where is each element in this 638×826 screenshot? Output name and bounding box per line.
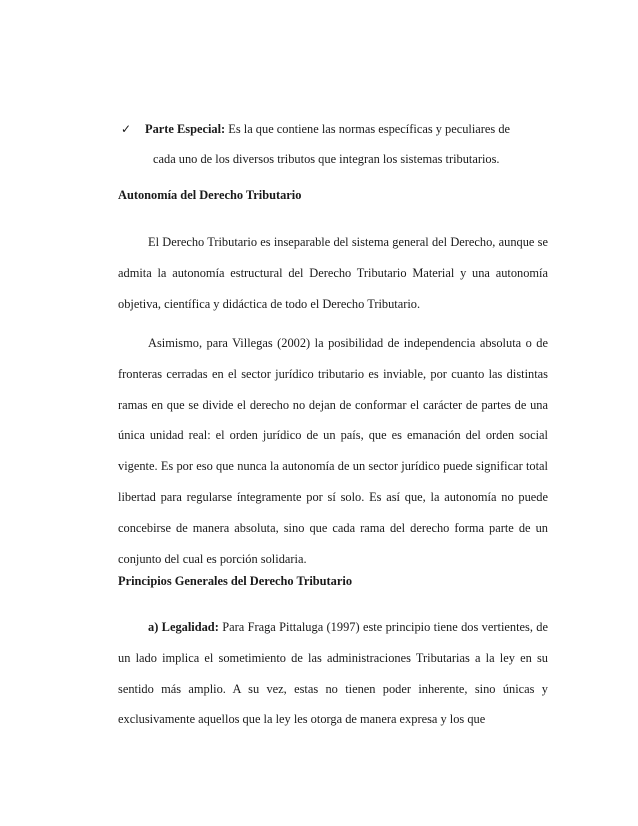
- bullet-item-parte-especial: [121, 114, 548, 174]
- bullet-label: Parte Especial:: [145, 122, 226, 136]
- paragraph-1: [118, 227, 548, 319]
- paragraph-2-text: Asimismo, para Villegas (2002) la posibilidad de independencia absoluta o de fronteras cerradas en el sector jurídico tributario es inviable, por cuanto las distintas ramas en que se divide el derecho no dejan de conformar el carácter de partes de una única unidad real: el orden jurídico de un país, que es emanación del orden social vigente. Es por eso que nunca la autonomía de un sector jurídico puede significar total libertad para regularse íntegramente por sí solo. Es así que, la autonomía no puede concebirse de manera absoluta, sino que cada rama del derecho forma parte de un conjunto del cual es porción solidaria.: [118, 336, 548, 566]
- bullet-text: [145, 114, 548, 144]
- paragraph-2: [118, 328, 548, 574]
- bullet-second-line: cada uno de los diversos tributos que integran los sistemas tributarios.: [153, 152, 500, 166]
- paragraph-3-text: [118, 612, 548, 735]
- bullet-first-line: [121, 114, 548, 144]
- paragraph-3: [118, 612, 548, 735]
- bullet-line1: Es la que contiene las normas específicas y peculiares de: [225, 122, 511, 136]
- legalidad-label: a) Legalidad:: [148, 620, 219, 634]
- checkmark-icon: ✓: [121, 122, 132, 136]
- legalidad-text: Para Fraga Pittaluga (1997) este principio tiene dos vertientes, de un lado implica el sometimiento de las administraciones Tributarias a la ley en su sentido más amplio. A su vez, estas no tienen poder inherente, sino únicas y exclusivamente aquellos que la ley les otorga de manera expresa y los que: [118, 620, 548, 727]
- section-heading-autonomia: Autonomía del Derecho Tributario: [118, 188, 302, 202]
- section-heading-principios: Principios Generales del Derecho Tributario: [118, 574, 353, 588]
- paragraph-1-text: El Derecho Tributario es inseparable del sistema general del Derecho, aunque se admita la autonomía estructural del Derecho Tributario Material y una autonomía objetiva, científica y didáctica de todo el Derecho Tributario.: [118, 235, 548, 311]
